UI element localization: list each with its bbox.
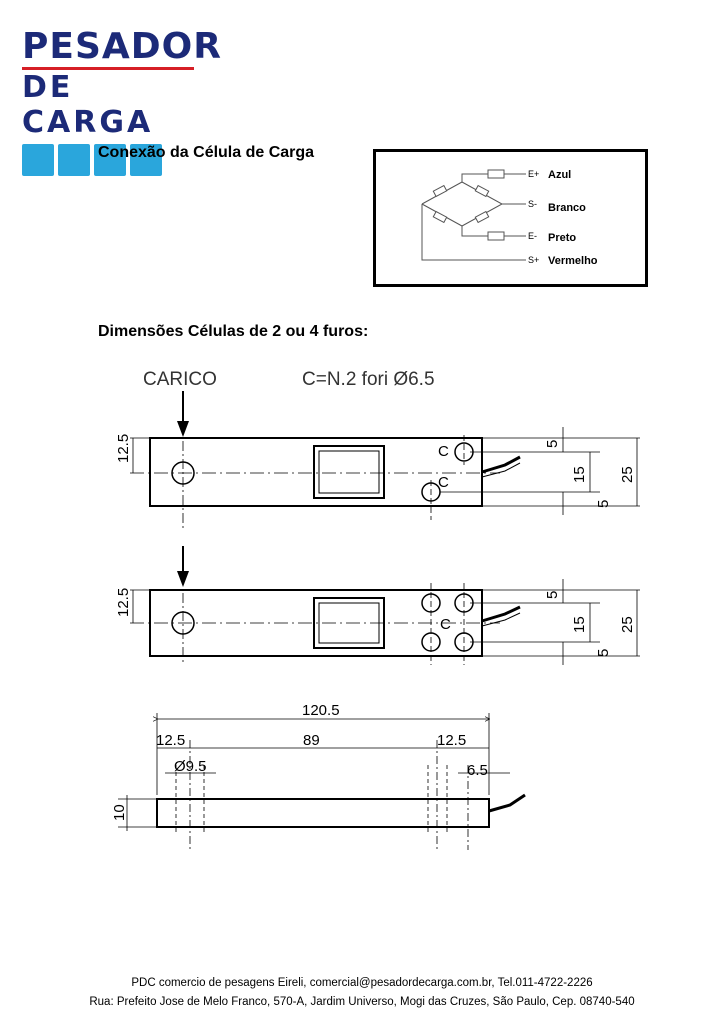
hole-mark-c-1: C — [438, 443, 449, 460]
hole-mark-c-3: C — [440, 616, 451, 633]
dim-12-5-right: 12.5 — [437, 732, 467, 749]
footer — [0, 974, 724, 1012]
pin-e-plus: E+ — [528, 169, 540, 179]
footer-address-line: Rua: Prefeito Jose de Melo Franco, 570-A, Jardim Universo, Mogi das Cruzes, São Paulo, Cep. 08740-540 — [89, 996, 635, 1008]
drawing-2-holes — [130, 391, 640, 530]
pin-s-minus: S- — [528, 199, 537, 209]
dim-120-5: 120.5 — [302, 702, 340, 719]
wire-label-vermelho: Vermelho — [548, 255, 598, 267]
company-logo — [22, 26, 222, 140]
dim-5-top: 5 — [544, 439, 561, 448]
load-label-carico: CARICO — [143, 369, 217, 390]
dim-25-mid: 25 — [619, 616, 636, 633]
wiring-diagram — [373, 149, 648, 287]
dim-10: 10 — [111, 804, 128, 821]
dim-5-bottom: 5 — [595, 499, 612, 508]
dim-5-mid-top: 5 — [544, 590, 561, 599]
wire-label-branco: Branco — [548, 202, 586, 214]
footer-company-line: PDC comercio de pesagens Eireli, comercial@pesadordecarga.com.br, Tel.011-4722-2226 — [131, 977, 593, 989]
pin-e-minus: E- — [528, 231, 537, 241]
dim-12-5-mid: 12.5 — [115, 587, 132, 617]
dim-12-5-left: 12.5 — [156, 732, 186, 749]
logo-line-1: PESADOR — [22, 26, 222, 67]
silo-icon — [58, 144, 90, 176]
hole-mark-c-2: C — [438, 474, 449, 491]
dim-15-mid: 15 — [571, 616, 588, 633]
section-title-connection: Conexão da Célula de Carga — [98, 144, 315, 161]
section-title-dimensions: Dimensões Células de 2 ou 4 furos: — [98, 323, 369, 340]
pin-s-plus: S+ — [528, 255, 540, 265]
wire-label-azul: Azul — [548, 169, 572, 181]
elevator-icon — [22, 144, 54, 176]
dim-15-top: 15 — [571, 466, 588, 483]
wheatstone-bridge-schematic — [376, 152, 645, 284]
dim-6-5: 6.5 — [467, 762, 488, 779]
dim-25-top: 25 — [619, 466, 636, 483]
drawing-4-holes — [130, 546, 640, 665]
dim-89: 89 — [303, 732, 320, 749]
dim-diameter-9-5: Ø9.5 — [174, 758, 207, 775]
wire-label-preto: Preto — [548, 232, 577, 244]
logo-line-2: DE CARGA — [22, 70, 154, 140]
holes-note: C=N.2 fori Ø6.5 — [302, 369, 435, 390]
dimension-drawings — [0, 355, 724, 865]
dim-12-5-top: 12.5 — [115, 433, 132, 463]
dim-5-mid-bottom: 5 — [595, 648, 612, 657]
